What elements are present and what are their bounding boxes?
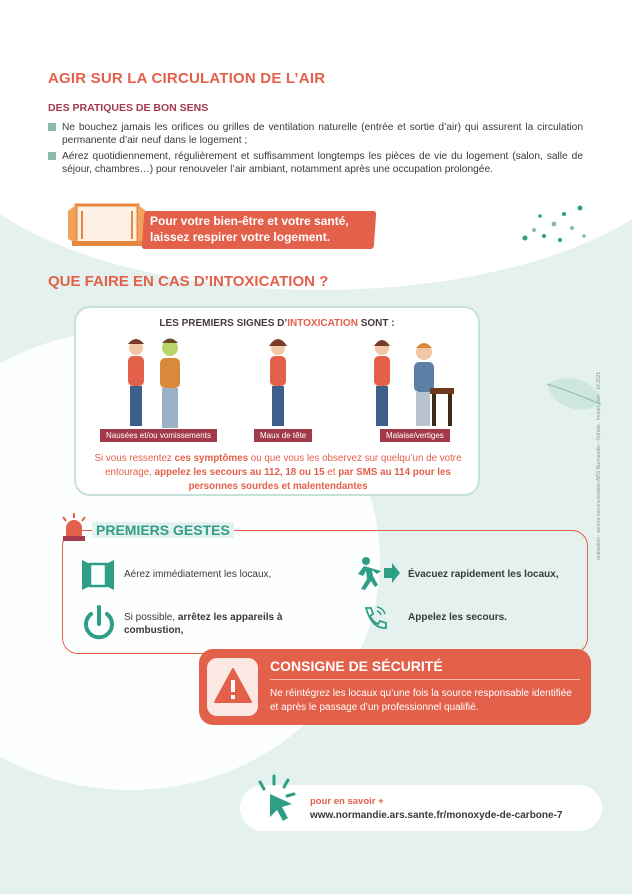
bullet-item: [48, 121, 583, 147]
warning-icon-container: [207, 658, 258, 716]
banner-line: Pour votre bien-être et votre santé,: [150, 214, 349, 228]
symptom-tag-headache: Maux de tête: [254, 429, 312, 442]
section-title-intoxication: QUE FAIRE EN CAS D’INTOXICATION ?: [48, 273, 329, 290]
power-icon: [82, 604, 116, 642]
window-icon: [80, 558, 116, 590]
symptom-tag-nausea: Nausées et/ou vomissements: [100, 429, 217, 442]
first-aid-item-shutdown: [124, 611, 304, 637]
open-window-icon: [68, 201, 148, 247]
first-aid-item-ventilate: Aérez immédiatement les locaux,: [124, 569, 272, 580]
bullet-text: Ne bouchez jamais les orifices ou grilles de ventilation naturelle (entrée et sortie d’air) qui assurent la circulation permanente d’air neuf dans le logement ;: [62, 122, 583, 146]
first-aid-title: PREMIERS GESTES: [92, 522, 234, 538]
title-highlight: INTOXICATION: [287, 318, 358, 329]
title-part: LES PREMIERS SIGNES D’: [159, 318, 288, 329]
bullet-square-icon: [48, 123, 56, 131]
first-aid-item-evacuate: [408, 568, 559, 581]
leaf-icon: [545, 376, 603, 416]
phone-icon: [358, 602, 390, 634]
bullet-square-icon: [48, 152, 56, 160]
banner-line: laissez respirer votre logement.: [150, 230, 331, 244]
symptoms-panel: [74, 306, 480, 496]
alert-text-bold: par SMS au 114 pour les personnes sourdes et malentendantes: [188, 467, 451, 492]
warning-icon: [213, 666, 253, 706]
alert-text-bold: ces symptômes: [174, 453, 249, 464]
item-text: Si possible,: [124, 612, 178, 623]
more-info-url[interactable]: www.normandie.ars.sante.fr/monoxyde-de-carbone-7: [310, 810, 563, 821]
symptom-tag-dizziness: Malaise/vertiges: [380, 429, 450, 442]
click-cursor-icon: [248, 770, 304, 826]
title-part: SONT :: [357, 318, 395, 329]
section-title-air: [48, 70, 325, 87]
item-bold: Évacuez rapidement les locaux,: [408, 569, 559, 580]
decorative-dots-icon: [520, 200, 590, 246]
dizziness-people-illustration: [368, 338, 464, 432]
section-subtitle: DES PRATIQUES DE BON SENS: [48, 102, 209, 114]
item-bold: arrêtez les appareils à combustion,: [124, 612, 283, 636]
running-person-icon: [352, 556, 400, 590]
first-aid-item-call: [408, 611, 507, 624]
title-part: AGIR SUR LA: [48, 70, 152, 87]
safety-instruction-title: CONSIGNE DE SÉCURITÉ: [270, 658, 443, 674]
headache-person-illustration: [258, 338, 298, 432]
siren-icon: [58, 512, 90, 542]
nausea-people-illustration: [110, 338, 206, 432]
alert-text-part: ou que vous les observez sur quelqu’un de votre entourage,: [105, 453, 462, 478]
title-highlight: CIRCULATION DE L’AIR: [151, 70, 326, 87]
item-bold: Appelez les secours.: [408, 612, 507, 623]
bullet-text: Aérez quotidiennement, régulièrement et suffisamment longtemps les pièces de vie du logement (salon, salle de séjour, chambres…) pour renouveler l’air ambiant, notamment après une occupation prolongée.: [62, 151, 583, 175]
alert-text-part: Si vous ressentez: [94, 453, 175, 464]
symptoms-title: [76, 318, 478, 329]
banner-message: [150, 213, 380, 245]
alert-text-part: et: [324, 467, 339, 478]
safety-instruction-text: Ne réintégrez les locaux qu’une fois la source responsable identifiée et après le passage d’un professionnel qualifié.: [270, 688, 572, 713]
credit-line: réalisation : service communication ARS Normandie - ©photo : freepik.com - 10.2021: [596, 371, 602, 560]
divider: [270, 679, 580, 680]
bullet-item: [48, 150, 583, 176]
more-info-label: pour en savoir +: [310, 796, 384, 807]
symptoms-alert-text: [86, 452, 470, 494]
safety-instruction-panel: [199, 649, 591, 725]
alert-text-bold: appelez les secours au 112, 18 ou 15: [154, 467, 325, 478]
